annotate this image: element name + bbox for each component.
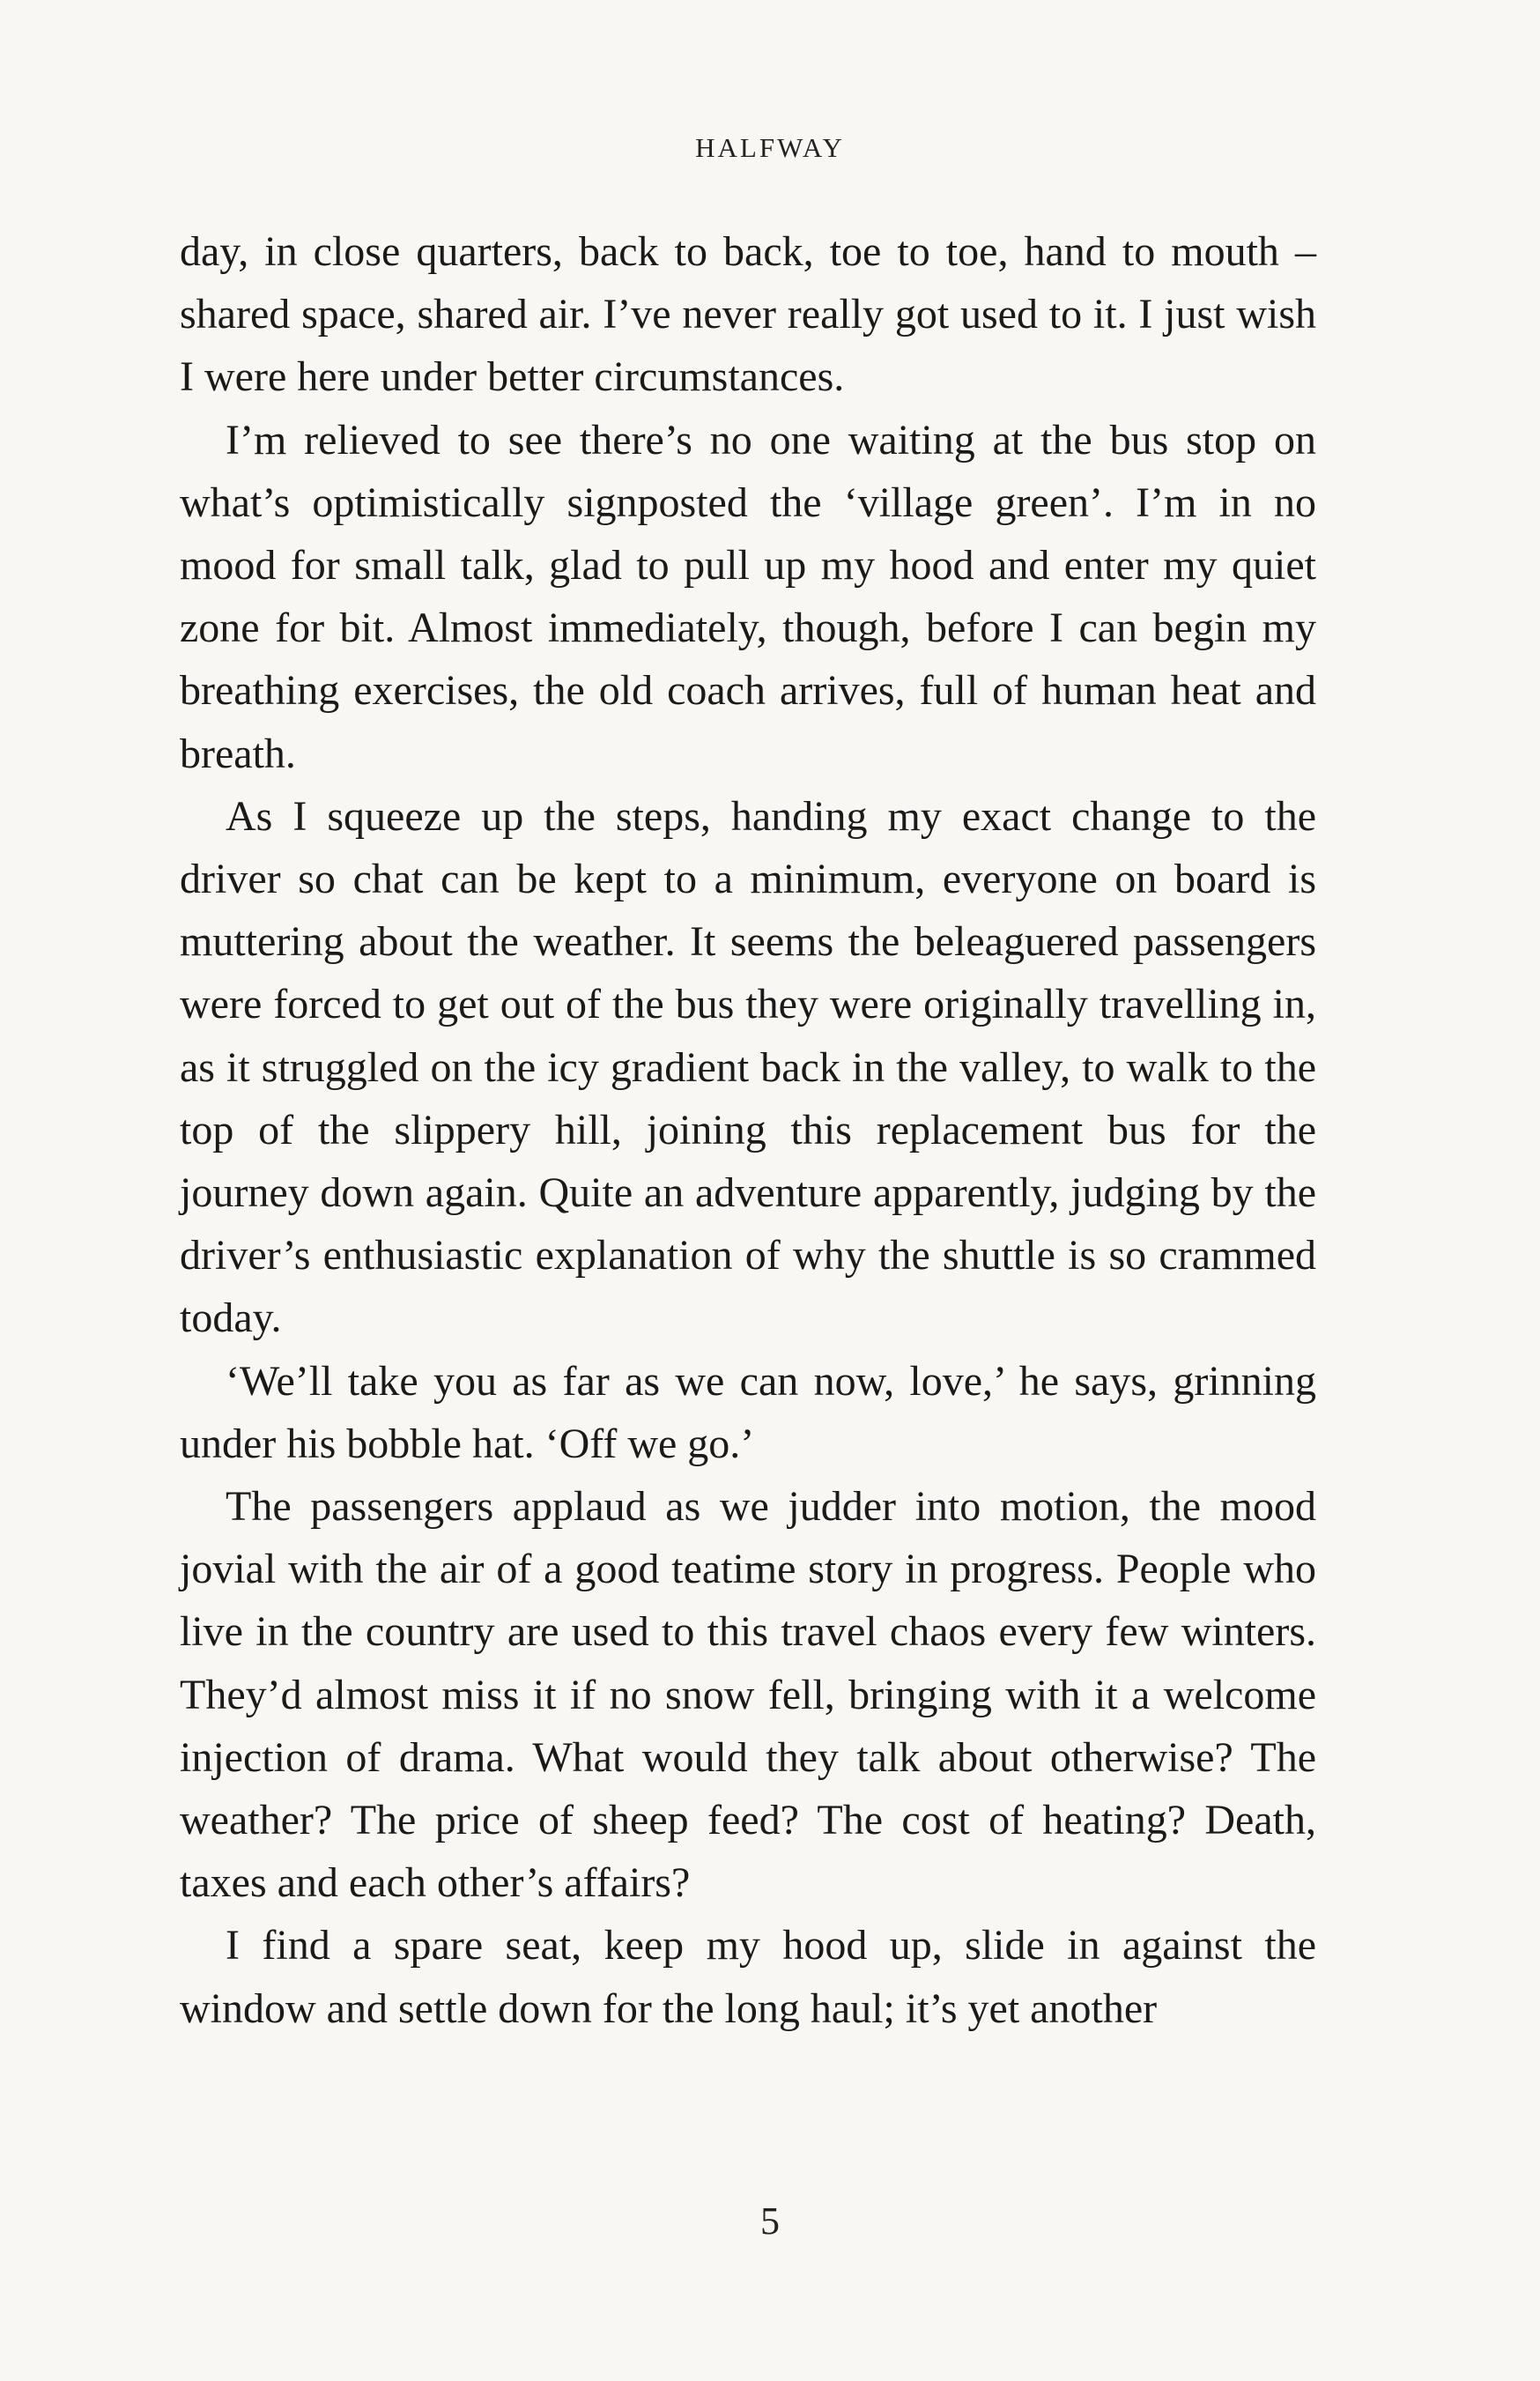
paragraph: day, in close quarters, back to back, toe to toe, hand to mouth – shared space, shared air. I’ve never really got used to it. I just wish I were here under better circumstances. (180, 228, 1316, 401)
running-head: HALFWAY (695, 132, 845, 163)
paragraph: I’m relieved to see there’s no one waiting at the bus stop on what’s optimistically signposted the ‘village green’. I’m in no mood for small talk, glad to pull up my hood and enter my quiet zone for bit. Almost immediately, though, before I can begin my breathing exercises, the old coach arrives, full of human heat and breath. (180, 416, 1316, 777)
paragraph: As I squeeze up the steps, handing my exact change to the driver so chat can be kept to a minimum, everyone on board is muttering about the weather. It seems the beleaguered passengers were forced to get out of the bus they were originally travelling in, as it struggled on the icy gradient back in the valley, to walk to the top of the slippery hill, joining this replacement bus for the journey down again. Quite an adventure apparently, judging by the driver’s enthusiastic explanation of why the shuttle is so crammed today. (180, 792, 1316, 1342)
paragraph: ‘We’ll take you as far as we can now, love,’ he says, grinning under his bobble hat. ‘Off we go.’ (180, 1357, 1316, 1467)
paragraph: The passengers applaud as we judder into motion, the mood jovial with the air of a good teatime story in progress. People who live in the country are used to this travel chaos every few winters. They’d almost miss it if no snow fell, bringing with it a welcome injection of drama. What would they talk about otherwise? The weather? The price of sheep feed? The cost of heating? Death, taxes and each other’s affairs? (180, 1483, 1316, 1907)
page-number: 5 (760, 2199, 780, 2243)
body-text (180, 220, 1316, 2040)
paragraph: I find a spare seat, keep my hood up, slide in against the window and settle down for the long haul; it’s yet another (180, 1922, 1316, 2032)
